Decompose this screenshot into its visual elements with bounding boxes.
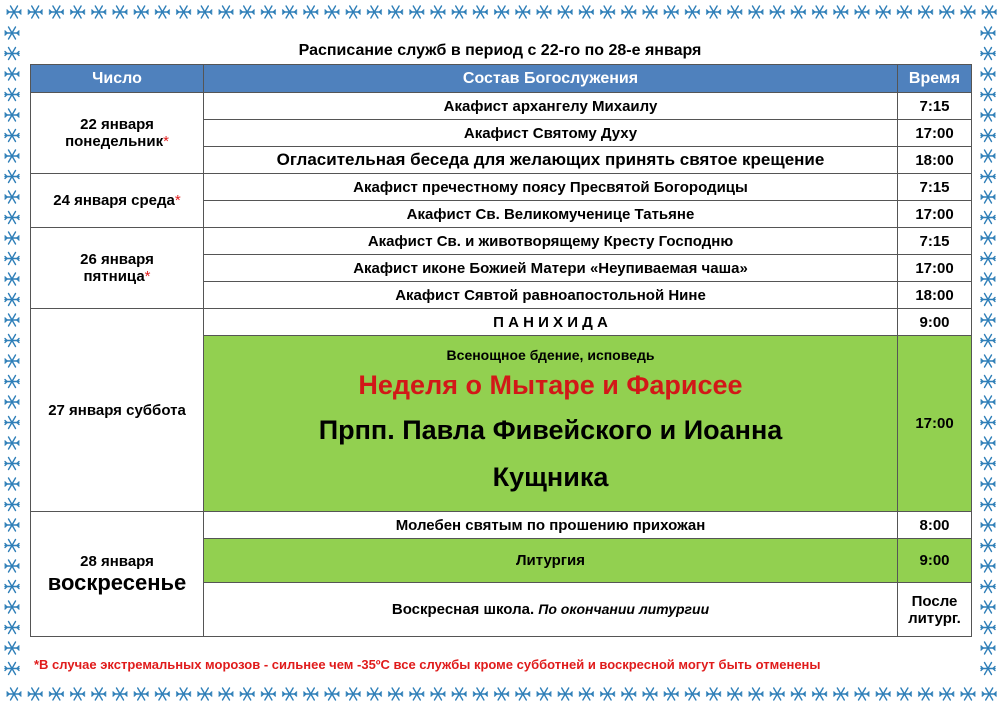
snowflake-icon [791,688,805,700]
snowflake-icon [7,6,21,18]
sunday-title: Неделя о Мытаре и Фарисее [358,369,743,400]
snowflake-icon [155,688,169,700]
snowflake-icon [940,6,954,18]
snowflake-icon [728,6,742,18]
snowflake-icon [981,622,995,634]
snowflake-icon [5,437,19,449]
snowflake-icon [579,6,593,18]
snowflake-icon [981,663,995,675]
snowflake-icon [664,688,678,700]
snowflake-icon [5,581,19,593]
saints-line: Прпп. Павла Фивейского и Иоанна [318,414,783,445]
asterisk-mark: * [144,268,151,285]
snowflake-icon [5,89,19,101]
service-name: Молебен святым по прошению прихожан [204,512,898,539]
snowflake-icon [410,688,424,700]
service-time: 17:00 [898,201,972,228]
snowflake-icon [981,109,995,121]
snowflake-icon [473,6,487,18]
snowflake-icon [981,27,995,39]
snowflake-icon [410,6,424,18]
snowflake-icon [5,48,19,60]
school-name: Воскресная школа. [391,601,535,618]
school-cell [204,583,898,637]
time-line2: литург. [908,609,961,627]
snowflake-icon [813,6,827,18]
snowflake-icon [981,519,995,531]
snowflake-icon [5,540,19,552]
asterisk-mark: * [174,192,181,209]
snowflake-icon [981,458,995,470]
snowflake-icon [981,540,995,552]
snowflake-icon [770,6,784,18]
snowflake-icon [643,6,657,18]
snowflake-icon [113,6,127,18]
service-time: 7:15 [898,174,972,201]
snowflake-icon [5,232,19,244]
snowflake-icon [707,688,721,700]
snowflake-icon [5,253,19,265]
snowflake-icon [5,314,19,326]
snowflake-icon [981,335,995,347]
snowflake-icon [919,688,933,700]
snowflake-icon [855,688,869,700]
service-name: П А Н И Х И Д А [204,309,898,336]
snowflake-icon [261,688,275,700]
snowflake-icon [981,355,995,367]
snowflake-icon [219,6,233,18]
snowflake-icon [198,688,212,700]
snowflake-icon [28,688,42,700]
snowflake-icon [981,376,995,388]
day-date: 28 января [80,552,154,570]
snowflake-icon [155,6,169,18]
table-row [31,93,972,120]
day-label: 24 января среда [53,192,175,209]
day-cell-27: 27 января суббота [31,309,204,512]
snowflake-icon [452,688,466,700]
snowflake-icon [643,688,657,700]
snowflake-icon [622,6,636,18]
day-weekday: воскресенье [47,569,187,595]
snowflake-icon [981,48,995,60]
snowflake-icon [283,6,297,18]
snowflake-icon [622,688,636,700]
service-time: 9:00 [898,539,972,583]
service-time: 18:00 [898,282,972,309]
snowflake-icon [981,212,995,224]
snowflake-icon [5,478,19,490]
snowflake-icon [261,6,275,18]
table-row [31,309,972,336]
snowflake-icon [5,335,19,347]
snowflake-icon [558,6,572,18]
snowflake-icon [601,688,615,700]
snowflake-icon [431,688,445,700]
snowflake-icon [940,688,954,700]
snowflake-icon [5,212,19,224]
snowflake-icon [5,109,19,121]
snowflake-icon [92,6,106,18]
snowflake-icon [495,6,509,18]
snowflake-icon [240,6,254,18]
service-name-highlight: Огласительная беседа для желающих принять святое крещение [204,147,898,174]
snowflake-icon [981,171,995,183]
service-name: Акафист иконе Божией Матери «Неупиваемая чаша» [204,255,898,282]
service-time: 9:00 [898,309,972,336]
saints-line-cont: Кущника [492,461,609,492]
snowflake-icon [92,688,106,700]
service-name: Акафист Св. Великомученице Татьяне [204,201,898,228]
snowflake-icon [664,6,678,18]
snowflake-icon [770,688,784,700]
snowflake-icon [452,6,466,18]
snowflake-icon [982,6,996,18]
snowflake-icon [5,642,19,654]
snowflake-icon [981,560,995,572]
footnote: *В случае экстремальных морозов - сильнее чем -35ºС все службы кроме субботней и воскресной могут быть отменены [34,657,821,672]
table-header-row [31,65,972,93]
table-row [31,228,972,255]
snowflake-icon [981,478,995,490]
service-time: 17:00 [898,255,972,282]
snowflake-icon [981,253,995,265]
snowflake-icon [7,688,21,700]
snowflake-icon [5,519,19,531]
snowflake-icon [791,6,805,18]
snowflake-icon [961,688,975,700]
service-time: 7:15 [898,93,972,120]
service-name: Акафист архангелу Михаилу [204,93,898,120]
snowflake-icon [982,688,996,700]
snowflake-icon [749,6,763,18]
snowflake-icon [685,6,699,18]
day-weekday: понедельник [65,133,164,150]
header-service: Состав Богослужения [204,65,898,93]
snowflake-icon [981,89,995,101]
page-title: Расписание служб в период с 22-го по 28-е января [298,42,702,59]
snowflake-icon [961,6,975,18]
snowflake-icon [981,601,995,613]
service-time: 17:00 [898,120,972,147]
snowflake-icon [897,6,911,18]
snowflake-icon [981,273,995,285]
snowflake-icon [5,68,19,80]
snowflake-icon [5,27,19,39]
snowflake-icon [134,6,148,18]
snowflake-icon [981,130,995,142]
service-name: Акафист Св. и животворящему Кресту Господню [204,228,898,255]
snowflake-icon [981,314,995,326]
snowflake-icon [5,171,19,183]
snowflake-icon [558,688,572,700]
day-cell-24 [31,174,204,228]
snowflake-icon [728,688,742,700]
snowflake-icon [346,688,360,700]
snowflake-icon [5,458,19,470]
snowflake-icon [5,273,19,285]
snowflake-icon [537,688,551,700]
snowflake-icon [325,688,339,700]
service-time: 17:00 [898,336,972,512]
snowflake-icon [516,6,530,18]
snowflake-icon [834,6,848,18]
snowflake-icon [304,6,318,18]
service-name: Акафист Святому Духу [204,120,898,147]
day-date: 22 января [80,116,154,133]
snowflake-icon [177,6,191,18]
snowflake-icon [5,191,19,203]
snowflake-icon [834,688,848,700]
day-weekday: пятница [83,268,145,285]
service-time: 8:00 [898,512,972,539]
liturgy-cell: Литургия [204,539,898,583]
snowflake-icon [389,6,403,18]
snowflake-icon [49,688,63,700]
service-time [898,583,972,637]
vigil-cell [204,336,898,512]
snowflake-icon [473,688,487,700]
snowflake-icon [5,376,19,388]
snowflake-icon [5,417,19,429]
day-cell-22 [31,93,204,174]
vigil-subtitle: Всенощное бдение, исповедь [446,346,655,363]
snowflake-icon [516,688,530,700]
snowflake-icon [981,232,995,244]
snowflake-icon [537,6,551,18]
service-time: 18:00 [898,147,972,174]
service-name: Акафист пречестному поясу Пресвятой Богородицы [204,174,898,201]
snowflake-icon [707,6,721,18]
snowflake-icon [601,6,615,18]
snowflake-icon [5,355,19,367]
snowflake-icon [876,6,890,18]
time-line1: После [911,592,958,610]
table-row [31,174,972,201]
snowflake-icon [813,688,827,700]
snowflake-icon [685,688,699,700]
snowflake-icon [981,642,995,654]
day-cell-26 [31,228,204,309]
snowflake-icon [981,150,995,162]
snowflake-icon [346,6,360,18]
snowflake-icon [49,6,63,18]
snowflake-icon [5,150,19,162]
snowflake-icon [431,6,445,18]
snowflake-icon [5,396,19,408]
snowflake-icon [304,688,318,700]
snowflake-icon [71,688,85,700]
snowflake-icon [5,130,19,142]
snowflake-icon [579,688,593,700]
snowflake-icon [981,417,995,429]
school-note: По окончании литургии [538,601,710,617]
snowflake-icon [981,581,995,593]
snowflake-icon [389,688,403,700]
snowflake-icon [981,191,995,203]
snowflake-icon [855,6,869,18]
snowflake-icon [71,6,85,18]
snowflake-icon [198,6,212,18]
snowflake-icon [5,294,19,306]
snowflake-icon [981,437,995,449]
snowflake-icon [876,688,890,700]
day-cell-28 [31,512,204,637]
snowflake-icon [981,396,995,408]
snowflake-icon [113,688,127,700]
snowflake-icon [5,622,19,634]
snowflake-icon [5,601,19,613]
snowflake-icon [177,688,191,700]
table-row [31,512,972,539]
snowflake-icon [5,499,19,511]
snowflake-icon [981,294,995,306]
snowflake-icon [981,68,995,80]
snowflake-icon [134,688,148,700]
snowflake-icon [367,688,381,700]
snowflake-icon [5,663,19,675]
snowflake-icon [919,6,933,18]
header-date: Число [31,65,204,93]
service-name: Акафист Сявтой равноапостольной Нине [204,282,898,309]
schedule-table [30,64,972,637]
snowflake-icon [5,560,19,572]
snowflake-icon [283,688,297,700]
snowflake-icon [367,6,381,18]
snowflake-icon [28,6,42,18]
snowflake-icon [219,688,233,700]
snowflake-icon [897,688,911,700]
snowflake-icon [749,688,763,700]
header-time: Время [898,65,972,93]
snowflake-icon [981,499,995,511]
service-time: 7:15 [898,228,972,255]
day-date: 26 января [80,251,154,268]
asterisk-mark: * [163,133,169,150]
snowflake-icon [240,688,254,700]
snowflake-icon [325,6,339,18]
snowflake-icon [495,688,509,700]
